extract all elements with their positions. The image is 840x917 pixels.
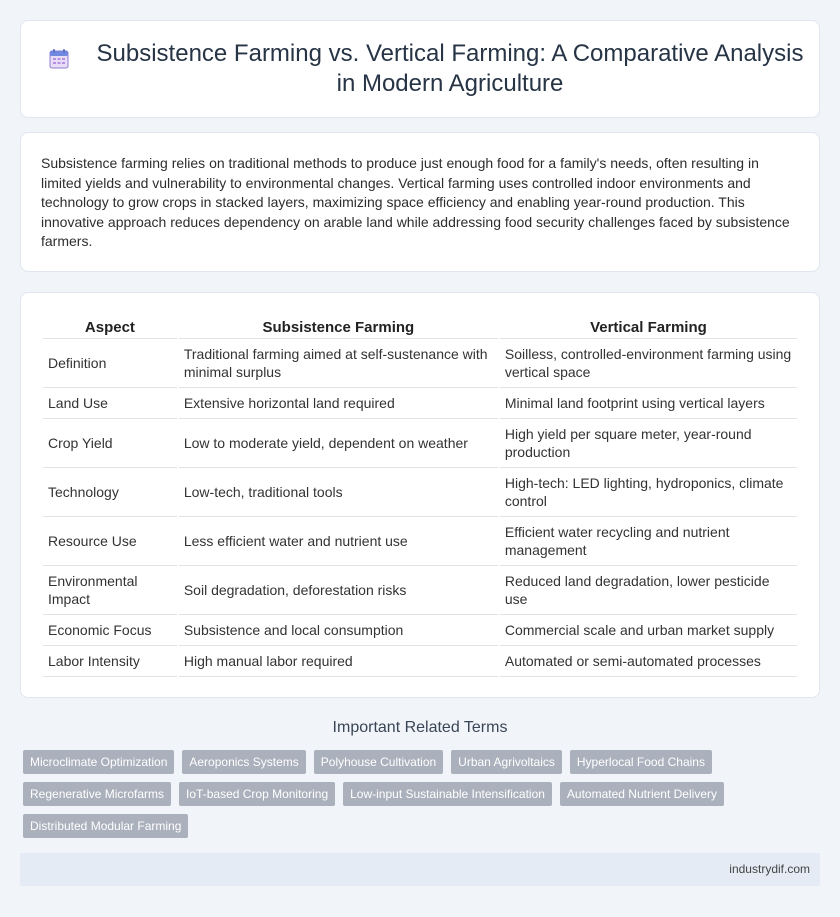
related-term-tag[interactable]: Low-input Sustainable Intensification xyxy=(343,782,552,806)
aspect-cell: Economic Focus xyxy=(43,615,177,646)
related-term-tag[interactable]: Hyperlocal Food Chains xyxy=(570,750,712,774)
vertical-cell: Minimal land footprint using vertical layers xyxy=(500,388,797,419)
vertical-cell: Soilless, controlled-environment farming using vertical space xyxy=(500,339,797,388)
vertical-cell: High-tech: LED lighting, hydroponics, climate control xyxy=(500,468,797,517)
page-title: Subsistence Farming vs. Vertical Farming: A Comparative Analysis in Modern Agriculture xyxy=(96,40,804,97)
subsistence-cell: Less efficient water and nutrient use xyxy=(179,517,498,566)
related-terms-heading: Important Related Terms xyxy=(332,719,508,736)
subsistence-cell: Low-tech, traditional tools xyxy=(179,468,498,517)
related-term-tag[interactable]: Urban Agrivoltaics xyxy=(451,750,562,774)
table-row xyxy=(43,566,797,615)
column-header-aspect: Aspect xyxy=(43,313,177,339)
column-header-vertical: Vertical Farming xyxy=(500,313,797,339)
aspect-cell: Labor Intensity xyxy=(43,646,177,677)
table-row xyxy=(43,646,797,677)
vertical-cell: Automated or semi-automated processes xyxy=(500,646,797,677)
column-header-subsistence: Subsistence Farming xyxy=(179,313,498,339)
comparison-table xyxy=(41,313,799,677)
comparison-card xyxy=(20,292,820,698)
subsistence-cell: Soil degradation, deforestation risks xyxy=(179,566,498,615)
title-card xyxy=(20,20,820,118)
related-term-tag[interactable]: Microclimate Optimization xyxy=(23,750,174,774)
table-row xyxy=(43,339,797,388)
table-header-row xyxy=(43,313,797,339)
aspect-cell: Technology xyxy=(43,468,177,517)
table-row xyxy=(43,419,797,468)
related-term-tag[interactable]: Aeroponics Systems xyxy=(182,750,305,774)
subsistence-cell: High manual labor required xyxy=(179,646,498,677)
aspect-cell: Environmental Impact xyxy=(43,566,177,615)
vertical-cell: Efficient water recycling and nutrient management xyxy=(500,517,797,566)
table-row xyxy=(43,388,797,419)
table-row xyxy=(43,468,797,517)
related-term-tag[interactable]: IoT-based Crop Monitoring xyxy=(179,782,335,806)
related-term-tag[interactable]: Automated Nutrient Delivery xyxy=(560,782,724,806)
subsistence-cell: Subsistence and local consumption xyxy=(179,615,498,646)
related-term-tag[interactable]: Regenerative Microfarms xyxy=(23,782,171,806)
related-terms-list xyxy=(23,750,813,838)
aspect-cell: Land Use xyxy=(43,388,177,419)
aspect-cell: Definition xyxy=(43,339,177,388)
subsistence-cell: Extensive horizontal land required xyxy=(179,388,498,419)
intro-paragraph: Subsistence farming relies on traditional methods to produce just enough food for a family's needs, often resulting in limited yields and vulnerability to environmental changes. Vertical farming uses controlled indoor environments and technology to grow crops in stacked layers, maximizing space efficiency and enabling year-round production. This innovative approach reduces dependency on arable land while addressing food security challenges faced by subsistence farmers. xyxy=(41,155,790,249)
footer-site-link[interactable]: industrydif.com xyxy=(729,862,810,876)
vertical-cell: Commercial scale and urban market supply xyxy=(500,615,797,646)
aspect-cell: Resource Use xyxy=(43,517,177,566)
related-term-tag[interactable]: Polyhouse Cultivation xyxy=(314,750,443,774)
intro-card xyxy=(20,132,820,272)
footer xyxy=(20,853,820,886)
table-row xyxy=(43,517,797,566)
subsistence-cell: Traditional farming aimed at self-sustenance with minimal surplus xyxy=(179,339,498,388)
aspect-cell: Crop Yield xyxy=(43,419,177,468)
table-row xyxy=(43,615,797,646)
related-term-tag[interactable]: Distributed Modular Farming xyxy=(23,814,188,838)
vertical-cell: Reduced land degradation, lower pesticide use xyxy=(500,566,797,615)
subsistence-cell: Low to moderate yield, dependent on weather xyxy=(179,419,498,468)
vertical-cell: High yield per square meter, year-round production xyxy=(500,419,797,468)
